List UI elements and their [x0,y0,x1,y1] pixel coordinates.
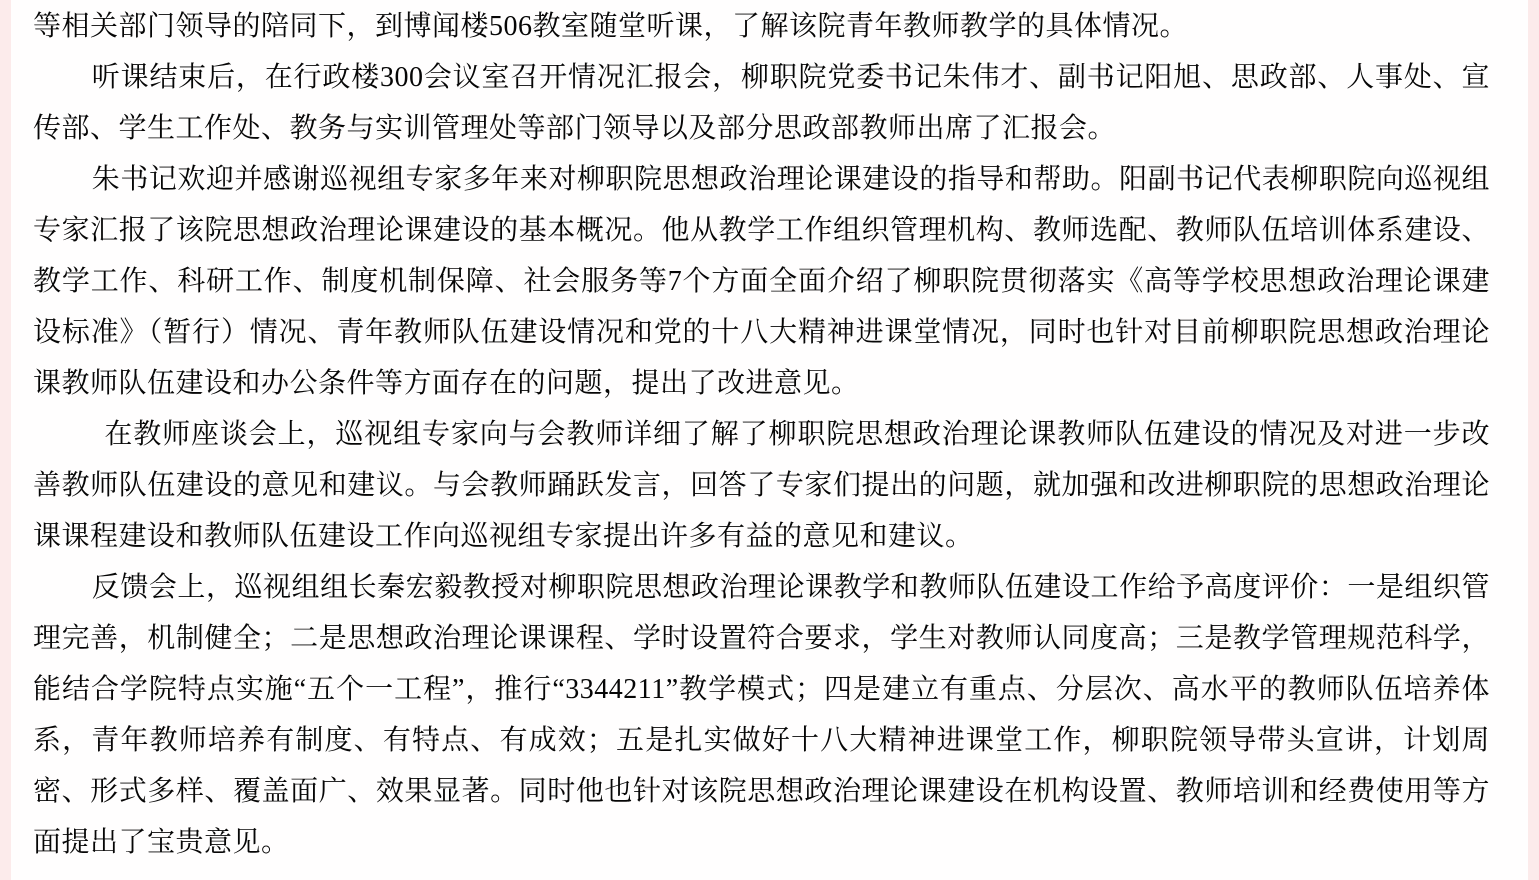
article-content-area [11,0,1528,880]
paragraph-teacher-forum: 在教师座谈会上，巡视组专家向与会教师详细了解了柳职院思想政治理论课教师队伍建设的情况及对进一步改善教师队伍建设的意见和建议。与会教师踊跃发言，回答了专家们提出的问题，就加强和改进柳职院的思想政治理论课课程建设和教师队伍建设工作向巡视组专家提出许多有益的意见和建议。 [33,419,1490,552]
paragraph-feedback-evaluation: 反馈会上，巡视组组长秦宏毅教授对柳职院思想政治理论课教学和教师队伍建设工作给予高度评价：一是组织管理完善，机制健全；二是思想政治理论课课程、学时设置符合要求，学生对教师认同度高；三是教学管理规范科学，能结合学院特点实施“五个一工程”，推行“3344211”教学模式；四是建立有重点、分层次、高水平的教师队伍培养体系，青年教师培养有制度、有特点、有成效；五是扎实做好十八大精神进课堂工作，柳职院领导带头宣讲，计划周密、形式多样、覆盖面广、效果显著。同时他也针对该院思想政治理论课建设在机构设置、教师培训和经费使用等方面提出了宝贵意见。 [33,572,1490,858]
article-body [33,1,1490,868]
paragraph-continuation: 等相关部门领导的陪同下，到博闻楼506教室随堂听课，了解该院青年教师教学的具体情况。 [33,11,1189,42]
paragraph-briefing-report: 朱书记欢迎并感谢巡视组专家多年来对柳职院思想政治理论课建设的指导和帮助。阳副书记代表柳职院向巡视组专家汇报了该院思想政治理论课建设的基本概况。他从教学工作组织管理机构、教师选配、教师队伍培训体系建设、教学工作、科研工作、制度机制保障、社会服务等7个方面全面介绍了柳职院贯彻落实《高等学校思想政治理论课建设标准》（暂行）情况、青年教师队伍建设情况和党的十八大精神进课堂情况，同时也针对目前柳职院思想政治理论课教师队伍建设和办公条件等方面存在的问题，提出了改进意见。 [33,164,1490,399]
paragraph-meeting-attendees: 听课结束后，在行政楼300会议室召开情况汇报会，柳职院党委书记朱伟才、副书记阳旭、思政部、人事处、宣传部、学生工作处、教务与实训管理处等部门领导以及部分思政部教师出席了汇报会。 [33,62,1490,144]
